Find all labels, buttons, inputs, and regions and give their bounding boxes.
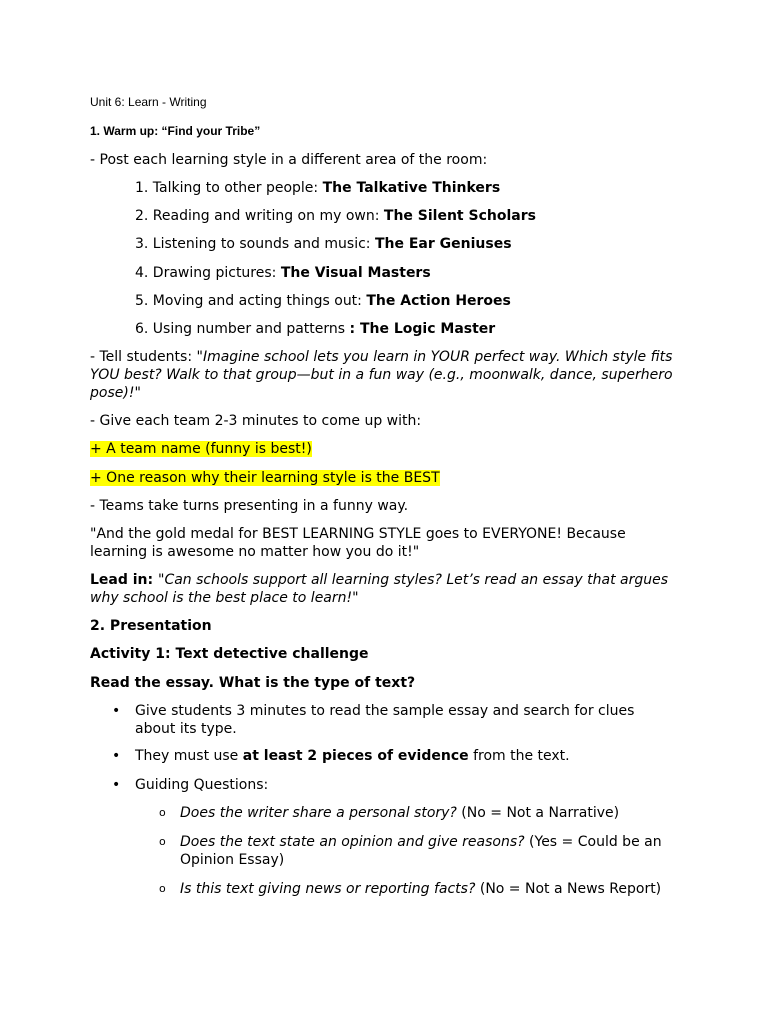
lead-in-close: " xyxy=(352,590,359,606)
gold-medal-quote: "And the gold medal for BEST LEARNING STYLE goes to EVERYONE! Because learning is awesome no matter how you do it!" xyxy=(90,526,626,560)
bullet-icon: • xyxy=(112,777,121,793)
question-answer: (Yes = Could be an Opinion Essay) xyxy=(180,834,662,868)
style-name: The Action Heroes xyxy=(366,293,511,309)
warmup-heading: 1. Warm up: “Find your Tribe” xyxy=(90,124,261,138)
bullet-item-3: Guiding Questions: xyxy=(135,777,269,793)
b2-before: They must use xyxy=(135,748,243,764)
style-prefix: 3. Listening to sounds and music: xyxy=(135,236,375,252)
style-name: The Silent Scholars xyxy=(383,208,536,224)
question-answer: (No = Not a Narrative) xyxy=(456,805,620,821)
lead-in-quote: Can schools support all learning styles? Let’s read an essay that argues why school is the best place to learn! xyxy=(90,572,669,606)
activity-title: Activity 1: Text detective challenge xyxy=(90,646,369,662)
highlight-line-1 xyxy=(90,440,690,458)
lead-in-label: Lead in: xyxy=(90,572,158,588)
tell-quote: Imagine school lets you learn in YOUR perfect way. Which style fits YOU best? Walk to that group—but in a fun way (e.g., moonwalk, dance, superhero pose)! xyxy=(90,349,673,401)
style-name: The Visual Masters xyxy=(280,265,431,281)
style-prefix: 5. Moving and acting things out: xyxy=(135,293,367,309)
warmup-intro: - Post each learning style in a different area of the room: xyxy=(90,152,488,168)
highlight-line-2 xyxy=(90,469,690,487)
bullet-icon: • xyxy=(112,703,121,719)
question-answer: (No = Not a News Report) xyxy=(475,881,662,897)
give-team-instruction: - Give each team 2-3 minutes to come up with: xyxy=(90,413,422,429)
bullet-icon: • xyxy=(112,748,121,764)
question-text: Is this text giving news or reporting facts? xyxy=(180,881,476,897)
guiding-question-2 xyxy=(180,833,670,869)
lead-in-open: " xyxy=(158,572,165,588)
guiding-question-1 xyxy=(180,804,768,822)
tell-students xyxy=(90,348,680,402)
style-item-2 xyxy=(135,207,735,225)
style-item-6 xyxy=(135,320,735,338)
style-name: The Ear Geniuses xyxy=(374,236,512,252)
sub-bullet-icon: o xyxy=(159,835,166,848)
style-prefix: 2. Reading and writing on my own: xyxy=(135,208,384,224)
tell-suffix: " xyxy=(134,385,141,401)
style-item-3 xyxy=(135,235,735,253)
style-item-1 xyxy=(135,179,735,197)
teams-present: - Teams take turns presenting in a funny way. xyxy=(90,498,409,514)
b2-after: from the text. xyxy=(468,748,570,764)
bullet-item-1: Give students 3 minutes to read the sample essay and search for clues about its type. xyxy=(135,703,635,737)
style-name: : The Logic Master xyxy=(349,321,496,337)
question-text: Does the text state an opinion and give reasons? xyxy=(180,834,525,850)
sub-bullet-icon: o xyxy=(159,882,166,895)
lead-in xyxy=(90,571,680,607)
style-item-4 xyxy=(135,264,735,282)
sub-bullet-icon: o xyxy=(159,806,166,819)
bullet-item-2 xyxy=(135,747,735,765)
task-question: Read the essay. What is the type of text? xyxy=(90,675,416,691)
style-prefix: 6. Using number and patterns xyxy=(135,321,350,337)
style-item-5 xyxy=(135,292,735,310)
style-prefix: 1. Talking to other people: xyxy=(135,180,323,196)
style-prefix: 4. Drawing pictures: xyxy=(135,265,281,281)
tell-prefix: - Tell students: " xyxy=(90,349,203,365)
highlighted-text: + A team name (funny is best!) xyxy=(90,441,312,457)
presentation-heading: 2. Presentation xyxy=(90,618,212,634)
highlighted-text: + One reason why their learning style is the BEST xyxy=(90,470,440,486)
b2-bold: at least 2 pieces of evidence xyxy=(242,748,469,764)
question-text: Does the writer share a personal story? xyxy=(180,805,457,821)
guiding-question-3 xyxy=(180,880,768,898)
unit-title: Unit 6: Learn - Writing xyxy=(90,95,207,109)
style-name: The Talkative Thinkers xyxy=(322,180,501,196)
